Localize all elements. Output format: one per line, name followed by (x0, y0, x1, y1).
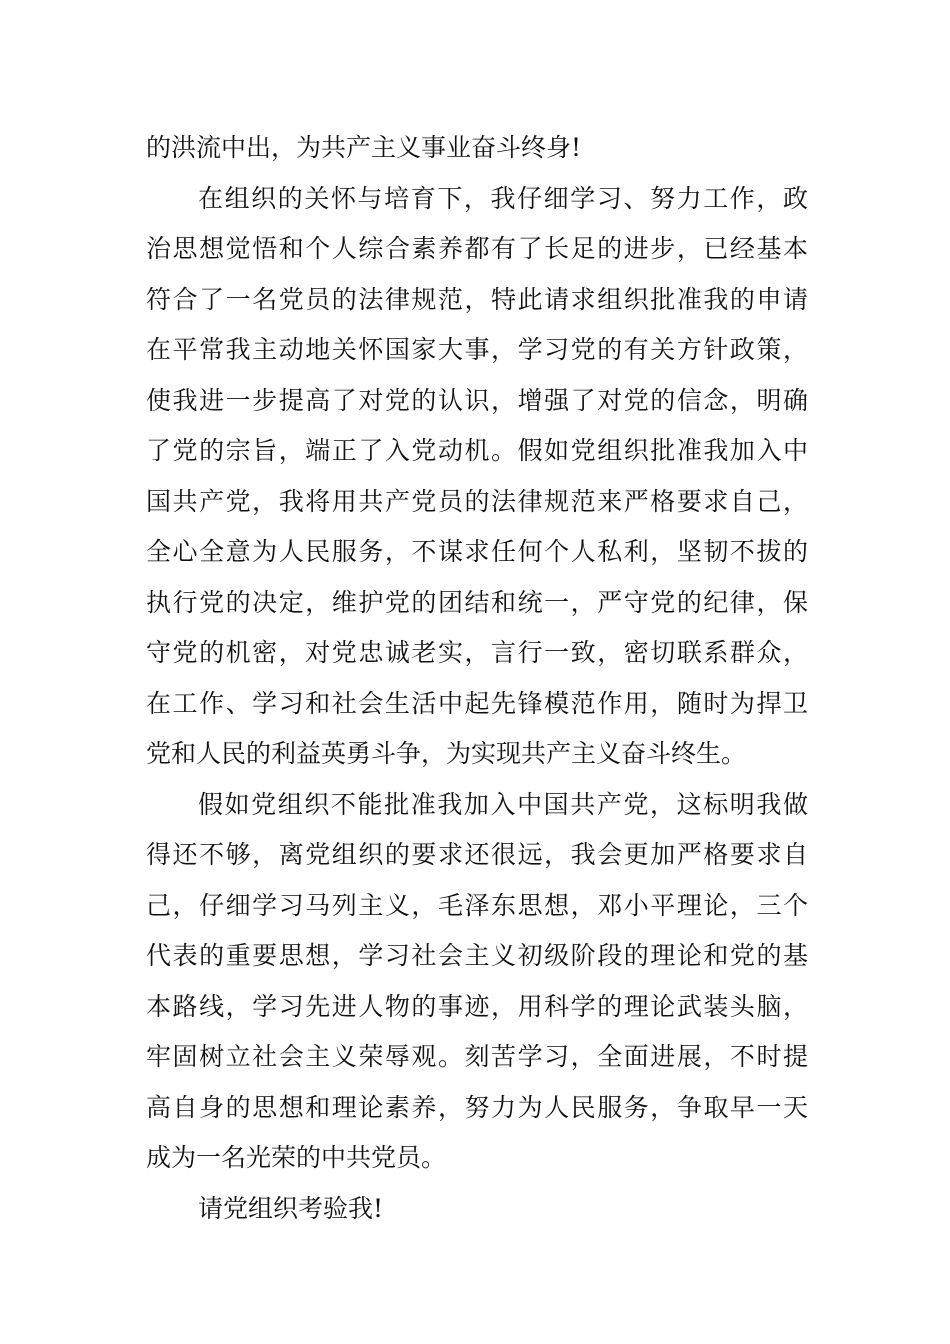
paragraph-start-line: 在组织的关怀与培育下，我仔细学习、努力工作，政 (198, 183, 808, 213)
text-line: 治思想觉悟和个人综合素养都有了长足的进步，已经基本 (146, 234, 808, 263)
text-line: 了党的宗旨，端正了入党动机。假如党组织批准我加入中 (146, 436, 808, 465)
document-body (146, 123, 808, 1234)
text-line: 牢固树立社会主义荣辱观。刻苦学习，全面进展，不时提 (146, 1042, 808, 1071)
text-line: 本路线，学习先进人物的事迹，用科学的理论武装头脑， (146, 991, 808, 1021)
paragraph-start-line: 假如党组织不能批准我加入中国共产党，这标明我做 (198, 789, 808, 819)
text-line: 代表的重要思想，学习社会主义初级阶段的理论和党的基 (146, 941, 808, 970)
text-line: 执行党的决定，维护党的团结和统一，严守党的纪律，保 (146, 587, 808, 617)
text-line: 己，仔细学习马列主义，毛泽东思想，邓小平理论，三个 (146, 890, 808, 920)
text-line: 得还不够，离党组织的要求还很远，我会更加严格要求自 (146, 840, 808, 869)
text-line: 党和人民的利益英勇斗争，为实现共产主义奋斗终生。 (146, 739, 747, 768)
text-line: 在平常我主动地关怀国家大事，学习党的有关方针政策， (146, 335, 808, 364)
text-line: 守党的机密，对党忠诚老实，言行一致，密切联系群众， (146, 638, 808, 667)
text-line: 的洪流中出，为共产主义事业奋斗终身! (146, 133, 582, 162)
text-line: 符合了一名党员的法律规范，特此请求组织批准我的申请 (146, 284, 808, 314)
text-line: 在工作、学习和社会生活中起先锋模范作用，随时为捍卫 (146, 688, 808, 718)
text-line: 成为一名光荣的中共党员。 (146, 1143, 447, 1172)
text-line: 高自身的思想和理论素养，努力为人民服务，争取早一天 (146, 1092, 808, 1122)
text-line: 国共产党，我将用共产党员的法律规范来严格要求自己， (146, 486, 808, 516)
text-line: 全心全意为人民服务，不谋求任何个人私利，坚韧不拔的 (146, 537, 808, 566)
closing-line: 请党组织考验我! (198, 1193, 384, 1223)
text-line: 使我进一步提高了对党的认识，增强了对党的信念，明确 (146, 385, 808, 415)
